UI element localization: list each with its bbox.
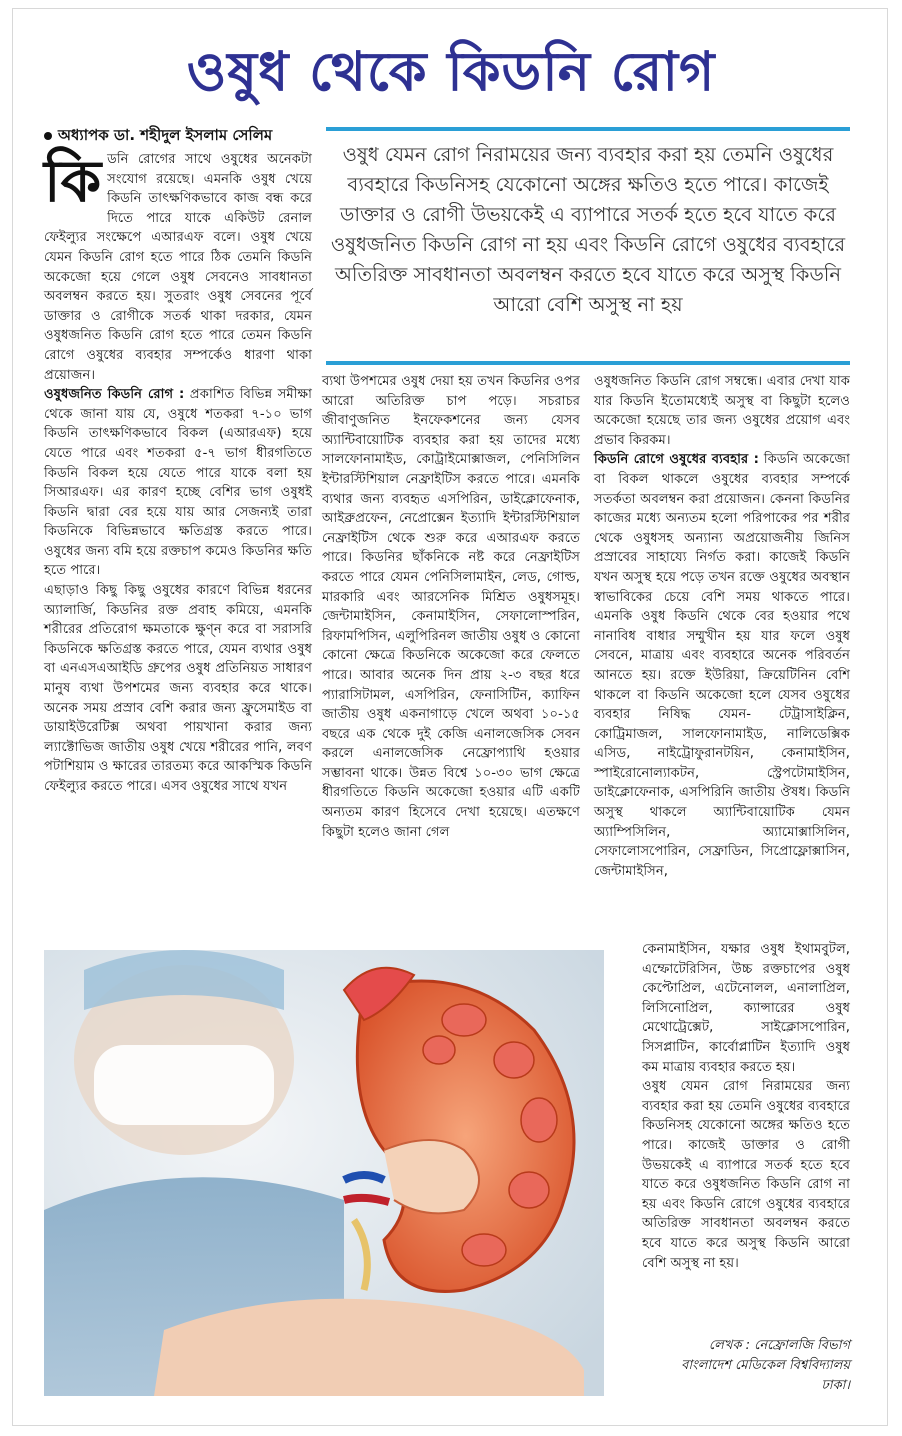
paragraph: ব্যথা উপশমের ওষুধ দেয়া হয় তখন কিডনির ওপর আরো অতিরিক্ত চাপ পড়ে। সচরাচর জীবাণুজনিত ইনফেকশনের জন্য যেসব অ্যান্টিবায়োটিক ব্যবহার করা হয় তাদের মধ্যে সালফোনামাইড, কোট্রাইমোক্সাজল, পেনিসিলিন ইন্টারস্টিশিয়াল নেফ্রাইটিস করতে পারে। এমনকি ব্যথার জন্য ব্যবহৃত এসপিরিন, ডাইক্লোফেনাক, আইব্রুপ্রফেন, নেপ্রোক্সেন ইত্যাদি ইন্টারস্টিশিয়াল নেফ্রাইটিস থেকে শুরু করে এআরএফ করতে পারে। কিডনির ছাঁকনিকে নষ্ট করে নেফ্রাইটিস করতে পারে যেমন পেনিসিলামাইন, লেড, গোল্ড, মারকারি এবং আরসেনিক মিশ্রিত ওষুধসমূহ। জেন্টামাইসিন, কেনামাইসিন, সেফালোস্পরিন, রিফামপিসিন, এলুপিরিনল জাতীয় ওষুধ ও কোনো কোনো ক্ষেত্রে কিডনিকে অকেজো করে ফেলতে পারে। আবার অনেক দিন প্রায় ২-৩ বছর ধরে প্যারাসিটামল, এসপিরিন, ফেনাসিটিন, ক্যাফিন জাতীয় ওষুধ একনাগাড়ে খেলে অথবা ১০-১৫ বছরে এক থেকে দুই কেজি এনালজেসিক সেবন করলে এনালজেসিক নেফ্রোপ্যাথি হওয়ার সম্ভাবনা থাকে। উন্নত বিশ্বে ১০-৩০ ভাগ ক্ষেত্রে ধীরগতিতে কিডনি অকেজো হওয়ার এটি একটি অন্যতম কারণ হিসেবে দেখা হয়েছে। এতক্ষণে কিছুটা হলেও জানা গেল xyxy=(322,374,580,840)
column-2 xyxy=(322,372,580,842)
top-rule xyxy=(326,127,850,131)
illustration-svg xyxy=(44,950,604,1396)
drop-cap: কি xyxy=(44,147,102,215)
paragraph-text: কিডনি অকেজো বা বিকল থাকলে ওষুধের ব্যবহার সম্পর্কে সতর্কতা অবলম্বন করা প্রয়োজন। কেননা কিডনির কাজের মধ্যে অন্যতম হলো পরিপাকের পর শরীর থেকে ওষুধসহ অন্যান্য অপ্রয়োজনীয় জিনিস প্রস্রাবের সাহায্যে নির্গত করা। কাজেই কিডনি যখন অসুস্থ হয়ে পড়ে তখন রক্তে ওষুধের অবস্থান স্বাভাবিকের চেয়ে বেশি সময় থাকতে পারে। এমনকি ওষুধ কিডনি থেকে বের হওয়ার পথে নানাবিধ বাধার সম্মুখীন হয় যার ফলে ওষুধ সেবনে, মাত্রায় এবং ব্যবহারে অনেক পরিবর্তন আনতে হয়। রক্তে ইউরিয়া, ক্রিয়েটিনিন বেশি থাকলে বা কিডনি অকেজো হলে যেসব ওষুধের ব্যবহার নিষিদ্ধ যেমন- টেট্রাসাইক্লিন, কোট্রিমাজল, সালফোনামাইড, নালিডেক্সিক এসিড, নাইট্রোফুরানটয়িন, কেনামাইসিন, স্পাইরোনোল্যাকটন, স্ট্রেপটোমাইসিন, ডাইক্লোফেনাক, এসপিরিনি জাতীয় ঔষধ। কিডনি অসুস্থ থাকলে অ্যান্টিবায়োটিক যেমন অ্যাম্পিসিলিন, অ্যামোক্সাসিলিন, সেফালোসপোরিন, সেফ্রাডিন, সিপ্রোফ্লোক্সাসিন, জেন্টামাইসিন, xyxy=(594,452,850,879)
signature-line: লেখক : নেফ্রোলজি বিভাগ xyxy=(708,1338,850,1353)
paragraph xyxy=(44,385,312,581)
author-name: অধ্যাপক ডা. শহীদুল ইসলাম সেলিম xyxy=(58,126,273,144)
column-1 xyxy=(44,147,312,797)
paragraph xyxy=(594,450,850,881)
paragraph: এছাড়াও কিছু কিছু ওষুধের কারণে বিভিন্ন ধরনের অ্যালার্জি, কিডনির রক্ত প্রবাহ কমিয়ে, এমনকি শরীরের প্রতিরোগ ক্ষমতাকে ক্ষুণ্ন করে বা সরাসরি কিডনিকে ক্ষতিগ্রস্ত করতে পারে, যেমন ব্যথার ওষুধ বা এনএসএআইডি গ্রুপের ওষুধ প্রতিনিয়ত সাধারণ মানুষ ব্যথা উপশমের জন্য ব্যবহার করে থাকে। অনেক সময় প্রস্রাব বেশি করার জন্য ফ্রুসেমাইড বা ডায়াইউরেটিক্স অথবা পায়খানা করার জন্য ল্যাক্টোভিজ জাতীয় ওষুধ খেয়ে শরীরের পানি, লবণ পটাশিয়াম ও ক্ষারের তারতম্য করে আকস্মিক কিডনি ফেইল্যুর করতে পারে। এসব ওষুধের সাথে যখন xyxy=(44,583,312,794)
column-3 xyxy=(594,372,850,881)
bottom-rule xyxy=(326,361,850,365)
paragraph xyxy=(44,147,312,385)
signature-line: বাংলাদেশ মেডিকেল বিশ্ববিদ্যালয় xyxy=(681,1358,850,1373)
signature-line: ঢাকা। xyxy=(821,1378,850,1393)
author-byline xyxy=(44,124,314,149)
subhead: কিডনি রোগে ওষুধের ব্যবহার : xyxy=(594,452,759,468)
subhead: ওষুধজনিত কিডনি রোগ : xyxy=(44,387,185,403)
pull-quote: ওষুধ যেমন রোগ নিরাময়ের জন্য ব্যবহার করা হয় তেমনি ওষুধের ব্যবহারে কিডনিসহ যেকোনো অঙ্গের ক্ষতিও হতে পারে। কাজেই ডাক্তার ও রোগী উভয়কেই এ ব্যাপারে সতর্ক হতে হবে যাতে করে ওষুধজনিত কিডনি রোগ না হয় এবং কিডনি রোগে ওষুধের ব্যবহারে অতিরিক্ত সাবধানতা অবলম্বন করতে হবে যাতে করে অসুস্থ কিডনি আরো বেশি অসুস্থ না হয় xyxy=(330,143,846,316)
paragraph: কেনামাইসিন, যক্ষার ওষুধ ইথামবুটল, এম্ফোটেরিসিন, উচ্চ রক্তচাপের ওষুধ কেপ্টোপ্রিল, এটেনোলল, এনালাপ্রিল, লিসিনোপ্রিল, ক্যান্সারের ওষুধ মেথোট্রেক্সেট, সাইক্লোসপোরিন, সিসপ্লাটিন, কার্বোপ্লাটিন ইত্যাদি ওষুধ কম মাত্রায় ব্যবহার করতে হয়। xyxy=(642,942,850,1075)
author-signature xyxy=(681,1336,850,1396)
paragraph: ওষুধ যেমন রোগ নিরাময়ের জন্য ব্যবহার করা হয় তেমনি ওষুধের ব্যবহারে কিডনিসহ যেকোনো অঙ্গের ক্ষতিও হতে পারে। কাজেই ডাক্তার ও রোগী উভয়কেই এ ব্যাপারে সতর্ক হতে হবে যাতে করে ওষুধজনিত কিডনি রোগ না হয় এবং কিডনি রোগে ওষুধের ব্যবহারে অতিরিক্ত সাবধানতা অবলম্বন করতে হবে যাতে করে অসুস্থ কিডনি আরো বেশি অসুস্থ না হয়। xyxy=(642,1079,850,1271)
paragraph-text: ডনি রোগের সাথে ওষুধের অনেকটা সংযোগ রয়েছে। এমনকি ওষুধ খেয়ে কিডনি তাৎক্ষণিকভাবে কাজ বন্ধ করে দিতে পারে যাকে একিউট রেনাল ফেইল্যুর সংক্ষেপে এআরএফ বলে। ওষুধ খেয়ে যেমন কিডনি রোগ হতে পারে ঠিক তেমনি কিডনি অকেজো হয়ে গেলে ওষুধ সেবনেও সাবধানতা অবলম্বন করতে হয়। সুতরাং ওষুধ সেবনের পূর্বে ডাক্তার ও রোগীকে সতর্ক থাকা দরকার, যেমন ওষুধজনিত কিডনি রোগ হতে পারে তেমন কিডনি রোগে ওষুধের ব্যবহার সম্পর্কেও ধারণা থাকা প্রয়োজন। xyxy=(44,152,312,383)
article-title: ওষুধ থেকে কিডনি রোগ xyxy=(186,40,716,103)
paragraph-text: প্রকাশিত বিভিন্ন সমীক্ষা থেকে জানা যায় যে, ওষুধে শতকরা ৭-১০ ভাগ কিডনি তাৎক্ষণিকভাবে বিকল (এআরএফ) হয়ে যেতে পারে এবং শতকরা ৫-৭ ভাগ ধীরগতিতে কিডনি বিকল হয়ে যেতে পারে যাকে বলা হয় সিআরএফ। এর কারণ হচ্ছে বেশির ভাগ ওষুধই কিডনি দ্বারা বের হয়ে যায় আর সেজন্যই তারা কিডনিকে বিভিন্নভাবে ক্ষতিগ্রস্ত করতে পারে। ওষুধের জন্য বমি হয়ে রক্তচাপ কমেও কিডনির ক্ষতি হতে পারে। xyxy=(44,387,312,579)
paragraph: ওষুধজনিত কিডনি রোগ সম্বন্ধে। এবার দেখা যাক যার কিডনি ইতোমধ্যেই অসুস্থ বা কিছুটা হলেও অকেজো হয়েছে তার জন্য ওষুধের প্রয়োগ এবং প্রভাব কিরকম। xyxy=(594,374,850,448)
column-3-lower xyxy=(642,940,850,1273)
bullet-icon xyxy=(44,132,52,140)
doctor-kidney-illustration xyxy=(44,950,604,1396)
